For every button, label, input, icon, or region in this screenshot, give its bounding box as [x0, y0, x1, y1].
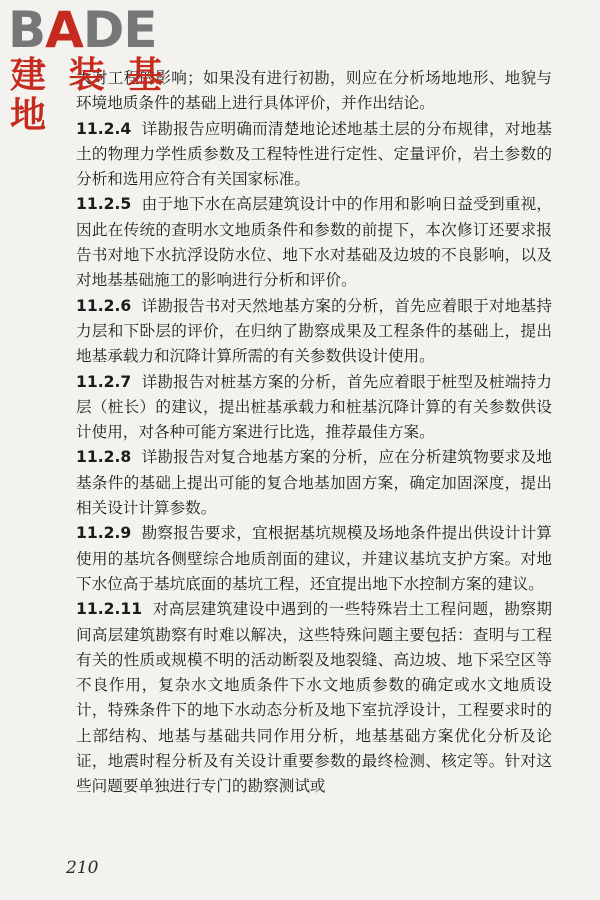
clause-number: 11.2.11 [76, 600, 143, 619]
clause-text: 由于地下水在高层建筑设计中的作用和影响日益受到重视，因此在传统的查明水文地质条件和参数的前提下，本次修订还要求报告书对地下水抗浮设防水位、地下水对基础及边坡的不良影响，以及对地基基础施工的影响进行分析和评价。 [76, 195, 552, 290]
clause-number: 11.2.6 [76, 296, 132, 315]
clause-number: 11.2.7 [76, 372, 132, 391]
clause-paragraph [76, 521, 552, 597]
clause-text: 详勘报告对复合地基方案的分析，应在分析建筑物要求及地基条件的基础上提出可能的复合地基加固方案，确定加固深度，提出相关设计计算参数。 [76, 448, 552, 518]
clause-number: 11.2.8 [76, 448, 132, 467]
clause-number: 11.2.9 [76, 524, 132, 543]
clause-paragraph [76, 294, 552, 370]
clause-paragraph [76, 597, 552, 799]
clause-paragraph [76, 192, 552, 293]
clause-text: 详勘报告书对天然地基方案的分析，首先应着眼于对地基持力层和下卧层的评价，在归纳了勘察成果及工程条件的基础上，提出地基承载力和沉降计算所需的有关参数供设计使用。 [76, 296, 552, 366]
body-text [76, 66, 552, 800]
logo-wordmark: BADE [8, 1, 157, 59]
clause-number: 11.2.4 [76, 119, 132, 138]
clause-text: 对高层建筑建设中遇到的一些特殊岩土工程问题，勘察期间高层建筑勘察有时难以解决，这些特殊问题主要包括：查明与工程有关的性质或规模不明的活动断裂及地裂缝、高边坡、地下采空区等不良作用，复杂水文地质条件下水文地质参数的确定或水文地质设计，特殊条件下的地下水动态分析及地下室抗浮设计，工程要求时的上部结构、地基与基础共同作用分析，地基基础方案优化分析及论证，地震时程分析及有关设计重要参数的最终检测、核定等。针对这些问题要单独进行专门的勘察测试或 [76, 600, 552, 796]
clause-text: 勘察报告要求，宜根据基坑规模及场地条件提出供设计计算使用的基坑各侧壁综合地质剖面的建议，并建议基坑支护方案。对地下水位高于基坑底面的基坑工程，还宜提出地下水控制方案的建议。 [76, 524, 552, 593]
intro-paragraph: 大对工程的影响；如果没有进行初勘，则应在分析场地地形、地貌与环境地质条件的基础上进行具体评价，并作出结论。 [76, 69, 552, 113]
clause-text: 详勘报告对桩基方案的分析，首先应着眼于桩型及桩端持力层（桩长）的建议，提出桩基承载力和桩基沉降计算的有关参数供设计使用，对各种可能方案进行比选，推荐最佳方案。 [76, 372, 552, 442]
logo-subtitle: 建 装 基 地 [10, 55, 169, 136]
clause-text: 详勘报告应明确而清楚地论述地基土层的分布规律，对地基土的物理力学性质参数及工程特性进行定性、定量评价，岩土参数的分析和选用应符合有关国家标准。 [76, 119, 552, 189]
clause-number: 11.2.5 [76, 195, 132, 214]
clause-paragraph [76, 445, 552, 521]
clause-paragraph [76, 370, 552, 446]
page-number: 210 [66, 858, 99, 878]
